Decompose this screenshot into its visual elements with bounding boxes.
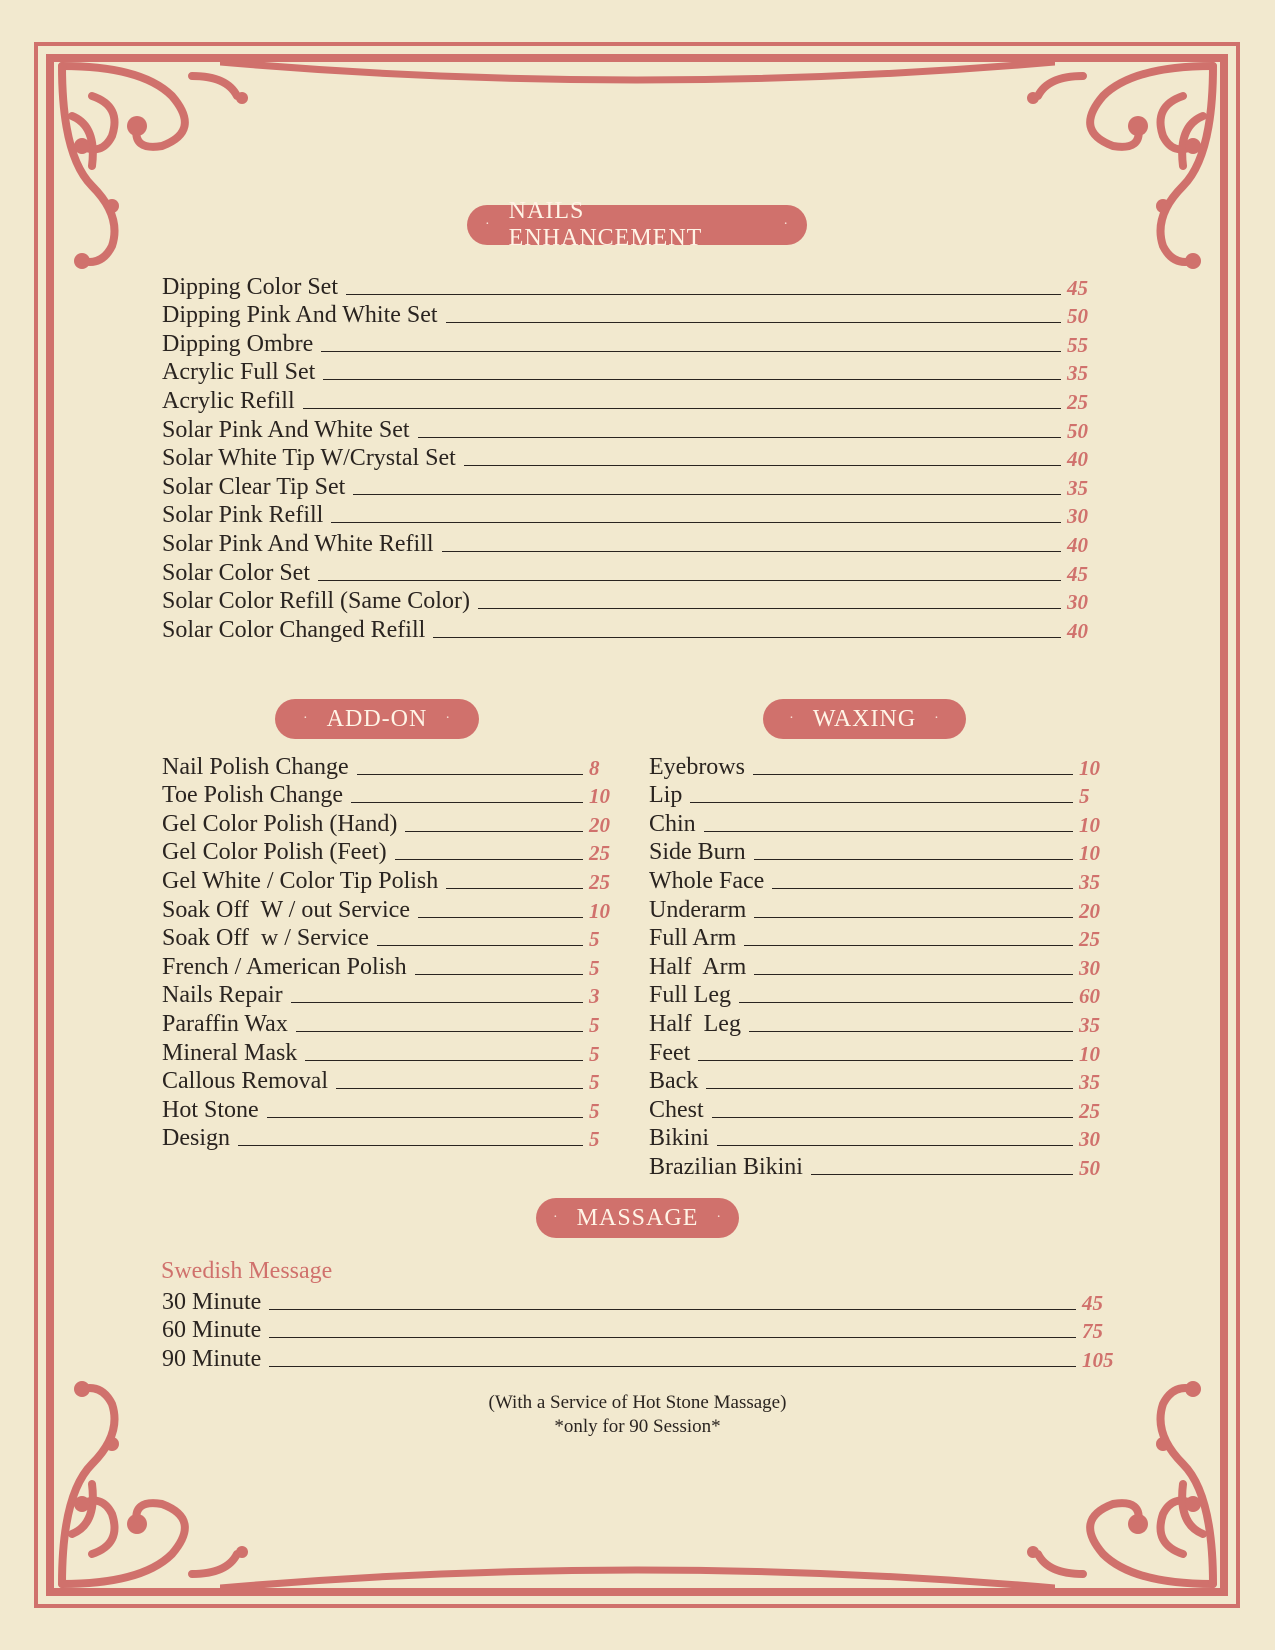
dotted-leader-line: [415, 974, 583, 975]
menu-item-price: 40: [1067, 532, 1088, 557]
nails-section-title: NAILS ENHANCEMENT: [508, 198, 703, 251]
menu-item-row: [649, 1150, 1107, 1179]
dotted-leader-line: [433, 637, 1061, 638]
menu-item-name: Dipping Pink And White Set: [162, 302, 438, 329]
menu-item-row: [162, 779, 617, 808]
menu-item-row: [162, 1122, 617, 1151]
menu-item-row: [649, 836, 1107, 865]
menu-item-price: 35: [1067, 361, 1088, 386]
menu-item-name: Hot Stone: [162, 1096, 259, 1123]
menu-item-row: [649, 1065, 1107, 1094]
menu-item-row: [162, 1007, 617, 1036]
corner-ornament-top-left: [52, 56, 252, 286]
menu-item-name: Soak Off W / out Service: [162, 896, 410, 923]
menu-item-price: 20: [589, 812, 610, 837]
menu-item-price: 40: [1067, 618, 1088, 643]
menu-item-price: 60: [1079, 984, 1100, 1009]
menu-item-name: Underarm: [649, 896, 747, 923]
menu-item-row: [162, 556, 1107, 585]
menu-item-name: Acrylic Full Set: [162, 359, 316, 386]
menu-item-row: [162, 613, 1107, 642]
dotted-leader-line: [446, 888, 583, 889]
dotted-leader-line: [717, 1145, 1073, 1146]
menu-item-price: 35: [1079, 869, 1100, 894]
menu-item-name: Brazilian Bikini: [649, 1153, 803, 1180]
pill-dot-left: ·: [552, 1210, 559, 1225]
menu-item-price: 5: [589, 1012, 600, 1037]
menu-item-name: Full Arm: [649, 925, 737, 952]
menu-item-row: [649, 1007, 1107, 1036]
menu-item-row: [649, 779, 1107, 808]
menu-item-price: 35: [1079, 1012, 1100, 1037]
dotted-leader-line: [744, 945, 1073, 946]
dotted-leader-line: [478, 608, 1061, 609]
nails-section-header: [467, 198, 807, 251]
menu-item-price: 5: [589, 1041, 600, 1066]
swedish-massage-subtitle: Swedish Message: [161, 1258, 333, 1284]
menu-item-price: 25: [589, 869, 610, 894]
menu-item-row: [162, 1314, 1122, 1343]
dotted-leader-line: [772, 888, 1073, 889]
menu-item-price: 45: [1082, 1290, 1103, 1315]
menu-item-price: 75: [1082, 1319, 1103, 1344]
dotted-leader-line: [353, 494, 1061, 495]
dotted-leader-line: [291, 1002, 583, 1003]
dotted-leader-line: [321, 351, 1061, 352]
menu-item-row: [162, 1342, 1122, 1371]
dotted-leader-line: [238, 1145, 583, 1146]
addon-section-header: [275, 699, 479, 739]
menu-item-price: 8: [589, 755, 600, 780]
menu-item-price: 105: [1082, 1347, 1114, 1372]
menu-item-name: 30 Minute: [162, 1288, 262, 1315]
menu-item-row: [162, 270, 1107, 299]
dotted-leader-line: [318, 580, 1061, 581]
menu-item-price: 30: [1067, 590, 1088, 615]
menu-item-row: [162, 1036, 617, 1065]
menu-item-price: 30: [1079, 1127, 1100, 1152]
menu-item-price: 50: [1079, 1155, 1100, 1180]
dotted-leader-line: [351, 802, 583, 803]
menu-item-price: 5: [1079, 784, 1090, 809]
menu-item-price: 10: [1079, 812, 1100, 837]
menu-item-price: 25: [1067, 389, 1088, 414]
menu-item-name: Solar White Tip W/Crystal Set: [162, 445, 456, 472]
menu-item-row: [162, 499, 1107, 528]
dotted-leader-line: [305, 1060, 583, 1061]
menu-item-price: 3: [589, 984, 600, 1009]
menu-item-price: 30: [1079, 955, 1100, 980]
dotted-leader-line: [690, 802, 1073, 803]
top-swash-ornament: [220, 50, 1055, 90]
menu-item-row: [162, 470, 1107, 499]
menu-item-price: 25: [589, 841, 610, 866]
massage-section-title: MASSAGE: [576, 1204, 699, 1231]
menu-item-name: Chest: [649, 1096, 704, 1123]
menu-item-name: Nail Polish Change: [162, 753, 349, 780]
menu-item-name: Paraffin Wax: [162, 1010, 288, 1037]
menu-item-name: Acrylic Refill: [162, 387, 295, 414]
menu-item-name: Callous Removal: [162, 1068, 328, 1095]
menu-item-price: 25: [1079, 1098, 1100, 1123]
menu-item-row: [162, 1065, 617, 1094]
dotted-leader-line: [346, 294, 1061, 295]
menu-item-row: [162, 922, 617, 951]
menu-item-row: [162, 327, 1107, 356]
dotted-leader-line: [442, 551, 1061, 552]
menu-item-row: [649, 807, 1107, 836]
corner-ornament-top-right: [1023, 56, 1223, 286]
menu-item-row: [649, 893, 1107, 922]
dotted-leader-line: [267, 1117, 583, 1118]
addon-section-title: ADD-ON: [326, 705, 428, 732]
menu-item-name: Gel White / Color Tip Polish: [162, 867, 439, 894]
pill-dot-right: ·: [716, 1210, 723, 1225]
menu-item-row: [649, 1122, 1107, 1151]
pill-dot-left: ·: [789, 711, 795, 726]
dotted-leader-line: [377, 945, 583, 946]
menu-item-name: Gel Color Polish (Hand): [162, 810, 398, 837]
dotted-leader-line: [704, 831, 1073, 832]
menu-item-row: [162, 356, 1107, 385]
menu-item-name: Solar Color Refill (Same Color): [162, 588, 470, 615]
menu-item-name: Bikini: [649, 1125, 710, 1152]
dotted-leader-line: [405, 831, 583, 832]
menu-item-name: French / American Polish: [162, 953, 407, 980]
menu-item-row: [162, 442, 1107, 471]
dotted-leader-line: [269, 1309, 1076, 1310]
menu-item-price: 45: [1067, 561, 1088, 586]
menu-item-row: [162, 413, 1107, 442]
menu-item-name: Solar Pink And White Refill: [162, 530, 434, 557]
menu-item-row: [162, 384, 1107, 413]
menu-item-name: Dipping Color Set: [162, 273, 339, 300]
massage-note-line1: (With a Service of Hot Stone Massage): [488, 1392, 787, 1413]
dotted-leader-line: [269, 1337, 1076, 1338]
pill-dot-right: ·: [783, 217, 789, 232]
nails-price-list: [162, 270, 1107, 642]
menu-item-row: [162, 527, 1107, 556]
dotted-leader-line: [753, 774, 1073, 775]
menu-item-name: Whole Face: [649, 867, 765, 894]
menu-item-price: 40: [1067, 447, 1088, 472]
menu-item-price: 55: [1067, 332, 1088, 357]
menu-item-name: Half Arm: [649, 953, 747, 980]
menu-item-price: 30: [1067, 504, 1088, 529]
menu-item-price: 5: [589, 927, 600, 952]
dotted-leader-line: [331, 522, 1061, 523]
menu-item-name: Design: [162, 1125, 230, 1152]
dotted-leader-line: [464, 465, 1061, 466]
menu-item-row: [649, 864, 1107, 893]
menu-item-name: Full Leg: [649, 982, 731, 1009]
menu-item-price: 10: [589, 898, 610, 923]
menu-item-price: 35: [1067, 475, 1088, 500]
menu-item-name: Gel Color Polish (Feet): [162, 839, 387, 866]
dotted-leader-line: [698, 1060, 1073, 1061]
addon-price-list: [162, 750, 617, 1150]
dotted-leader-line: [811, 1174, 1073, 1175]
menu-item-row: [162, 893, 617, 922]
menu-item-price: 10: [1079, 1041, 1100, 1066]
menu-item-row: [649, 1093, 1107, 1122]
dotted-leader-line: [269, 1366, 1076, 1367]
menu-item-name: Chin: [649, 810, 696, 837]
waxing-price-list: [649, 750, 1107, 1179]
menu-item-price: 5: [589, 1070, 600, 1095]
dotted-leader-line: [706, 1088, 1073, 1089]
menu-item-name: Solar Color Changed Refill: [162, 616, 426, 643]
menu-item-name: Feet: [649, 1039, 691, 1066]
menu-item-row: [649, 750, 1107, 779]
menu-item-price: 5: [589, 1098, 600, 1123]
menu-item-name: Toe Polish Change: [162, 782, 343, 809]
dotted-leader-line: [754, 859, 1073, 860]
dotted-leader-line: [739, 1002, 1073, 1003]
waxing-section-title: WAXING: [812, 705, 917, 732]
menu-item-price: 50: [1067, 304, 1088, 329]
dotted-leader-line: [418, 437, 1061, 438]
menu-item-name: Solar Pink And White Set: [162, 416, 410, 443]
menu-item-name: Solar Color Set: [162, 559, 310, 586]
menu-item-row: [162, 1285, 1122, 1314]
menu-item-price: 25: [1079, 927, 1100, 952]
menu-item-row: [649, 922, 1107, 951]
menu-item-name: Solar Clear Tip Set: [162, 473, 346, 500]
dotted-leader-line: [712, 1117, 1073, 1118]
menu-item-name: 90 Minute: [162, 1345, 262, 1372]
massage-section-header: [536, 1198, 739, 1238]
menu-item-row: [162, 950, 617, 979]
menu-item-price: 10: [1079, 841, 1100, 866]
menu-item-name: Dipping Ombre: [162, 330, 314, 357]
pill-dot-left: ·: [303, 711, 309, 726]
dotted-leader-line: [754, 917, 1073, 918]
menu-item-row: [162, 807, 617, 836]
menu-item-name: 60 Minute: [162, 1317, 262, 1344]
dotted-leader-line: [754, 974, 1073, 975]
menu-item-name: Soak Off w / Service: [162, 925, 369, 952]
menu-item-row: [162, 864, 617, 893]
menu-item-row: [162, 299, 1107, 328]
dotted-leader-line: [749, 1031, 1073, 1032]
menu-item-row: [162, 836, 617, 865]
menu-item-price: 5: [589, 1127, 600, 1152]
dotted-leader-line: [418, 917, 583, 918]
menu-item-price: 10: [1079, 755, 1100, 780]
menu-item-row: [649, 950, 1107, 979]
menu-item-row: [162, 750, 617, 779]
menu-item-name: Eyebrows: [649, 753, 745, 780]
menu-item-row: [162, 585, 1107, 614]
menu-item-name: Side Burn: [649, 839, 746, 866]
bottom-swash-ornament: [220, 1560, 1055, 1600]
pill-dot-left: ·: [485, 217, 491, 232]
menu-item-row: [649, 979, 1107, 1008]
menu-item-name: Solar Pink Refill: [162, 502, 324, 529]
menu-item-price: 5: [589, 955, 600, 980]
dotted-leader-line: [357, 774, 583, 775]
menu-item-price: 20: [1079, 898, 1100, 923]
dotted-leader-line: [323, 379, 1061, 380]
pill-dot-right: ·: [934, 711, 940, 726]
menu-item-name: Nails Repair: [162, 982, 283, 1009]
menu-item-name: Half Leg: [649, 1010, 741, 1037]
dotted-leader-line: [303, 408, 1061, 409]
dotted-leader-line: [446, 322, 1061, 323]
waxing-section-header: [763, 699, 966, 739]
menu-item-name: Back: [649, 1068, 699, 1095]
menu-item-name: Lip: [649, 782, 683, 809]
menu-item-row: [649, 1036, 1107, 1065]
menu-item-price: 10: [589, 784, 610, 809]
dotted-leader-line: [296, 1031, 583, 1032]
menu-item-price: 50: [1067, 418, 1088, 443]
dotted-leader-line: [336, 1088, 583, 1089]
dotted-leader-line: [395, 859, 583, 860]
menu-item-price: 45: [1067, 275, 1088, 300]
menu-item-price: 35: [1079, 1070, 1100, 1095]
menu-item-row: [162, 979, 617, 1008]
pill-dot-right: ·: [445, 711, 451, 726]
massage-note-line2: *only for 90 Session*: [554, 1416, 721, 1437]
massage-price-list: [162, 1285, 1122, 1371]
menu-item-row: [162, 1093, 617, 1122]
menu-item-name: Mineral Mask: [162, 1039, 298, 1066]
